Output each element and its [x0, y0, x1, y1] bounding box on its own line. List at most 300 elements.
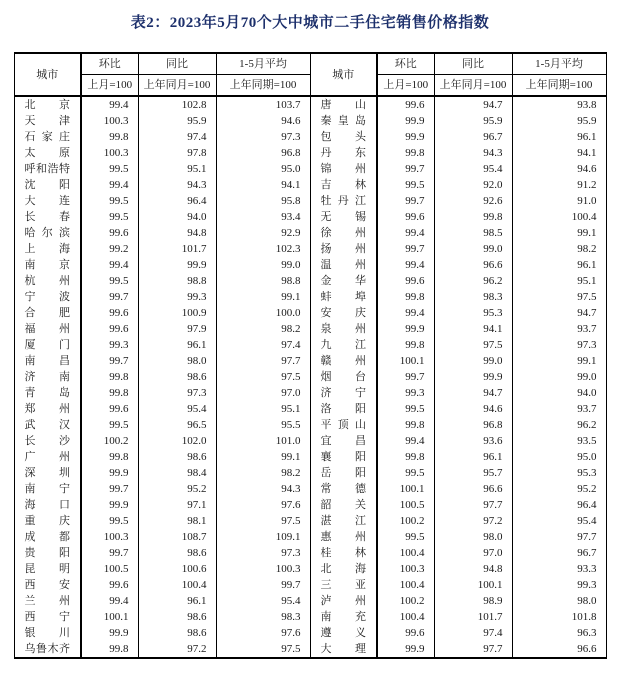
yoy-value-cell: 96.6 — [434, 481, 512, 497]
yoy-value-cell: 98.6 — [138, 545, 216, 561]
avg-value-cell: 99.1 — [512, 353, 606, 369]
city-name: 呼和浩特 — [24, 163, 70, 175]
mom-value-cell: 99.8 — [377, 417, 434, 433]
yoy-value-cell: 96.7 — [434, 129, 512, 145]
city-cell — [14, 641, 81, 658]
city-name: 无锡 — [320, 211, 366, 223]
city-cell — [310, 561, 377, 577]
header-mom-left: 环比 — [81, 53, 138, 75]
yoy-value-cell: 96.8 — [434, 417, 512, 433]
city-name: 广州 — [24, 451, 70, 463]
header-yoy-left: 同比 — [138, 53, 216, 75]
city-cell — [14, 113, 81, 129]
yoy-value-cell: 92.6 — [434, 193, 512, 209]
mom-value-cell: 100.2 — [377, 593, 434, 609]
mom-value-cell: 99.4 — [377, 257, 434, 273]
header-row-main — [14, 53, 606, 75]
city-name: 太原 — [24, 147, 70, 159]
city-cell — [310, 497, 377, 513]
city-name: 安庆 — [320, 307, 366, 319]
yoy-value-cell: 96.1 — [138, 593, 216, 609]
subheader-mom-left: 上月=100 — [81, 75, 138, 97]
city-name: 昆明 — [24, 563, 70, 575]
mom-value-cell: 99.4 — [81, 177, 138, 193]
yoy-value-cell: 97.5 — [434, 337, 512, 353]
yoy-value-cell: 94.8 — [434, 561, 512, 577]
header-city-right: 城市 — [310, 53, 377, 96]
yoy-value-cell: 97.0 — [434, 545, 512, 561]
avg-value-cell: 94.1 — [512, 145, 606, 161]
yoy-value-cell: 97.9 — [138, 321, 216, 337]
table-row — [14, 513, 606, 529]
city-cell — [14, 96, 81, 113]
city-name: 银川 — [24, 627, 70, 639]
avg-value-cell: 95.0 — [216, 161, 310, 177]
table-row — [14, 305, 606, 321]
city-cell — [310, 529, 377, 545]
avg-value-cell: 95.1 — [216, 401, 310, 417]
city-cell — [14, 177, 81, 193]
yoy-value-cell: 98.4 — [138, 465, 216, 481]
yoy-value-cell: 95.3 — [434, 305, 512, 321]
avg-value-cell: 100.4 — [512, 209, 606, 225]
city-cell — [310, 129, 377, 145]
mom-value-cell: 99.6 — [377, 625, 434, 641]
city-name: 厦门 — [24, 339, 70, 351]
yoy-value-cell: 94.8 — [138, 225, 216, 241]
city-cell — [14, 161, 81, 177]
city-name: 九江 — [320, 339, 366, 351]
yoy-value-cell: 101.7 — [434, 609, 512, 625]
city-cell — [14, 401, 81, 417]
mom-value-cell: 99.8 — [81, 641, 138, 658]
city-cell — [14, 273, 81, 289]
avg-value-cell: 97.5 — [216, 513, 310, 529]
avg-value-cell: 97.6 — [216, 625, 310, 641]
subheader-yoy-right: 上年同月=100 — [434, 75, 512, 97]
city-name: 宁波 — [24, 291, 70, 303]
mom-value-cell: 99.7 — [81, 353, 138, 369]
mom-value-cell: 99.9 — [377, 321, 434, 337]
avg-value-cell: 101.0 — [216, 433, 310, 449]
avg-value-cell: 95.2 — [512, 481, 606, 497]
table-title: 表2：2023年5月70个大中城市二手住宅销售价格指数 — [130, 15, 490, 31]
city-cell — [14, 225, 81, 241]
avg-value-cell: 96.1 — [512, 257, 606, 273]
city-cell — [310, 289, 377, 305]
city-cell — [14, 305, 81, 321]
city-cell — [14, 417, 81, 433]
yoy-value-cell: 96.1 — [138, 337, 216, 353]
city-cell — [14, 129, 81, 145]
city-name: 贵阳 — [24, 547, 70, 559]
city-name: 吉林 — [320, 179, 366, 191]
table-row — [14, 321, 606, 337]
yoy-value-cell: 99.9 — [434, 369, 512, 385]
city-name: 天津 — [24, 115, 70, 127]
city-name: 常德 — [320, 483, 366, 495]
city-name: 丹东 — [320, 147, 366, 159]
header-mom-right: 环比 — [377, 53, 434, 75]
mom-value-cell: 99.6 — [81, 305, 138, 321]
avg-value-cell: 99.1 — [216, 449, 310, 465]
city-name: 唐山 — [320, 99, 366, 111]
city-cell — [310, 449, 377, 465]
table-row — [14, 481, 606, 497]
city-cell — [310, 177, 377, 193]
city-cell — [14, 321, 81, 337]
mom-value-cell: 99.9 — [377, 113, 434, 129]
table-row — [14, 465, 606, 481]
avg-value-cell: 95.4 — [512, 513, 606, 529]
avg-value-cell: 95.1 — [512, 273, 606, 289]
mom-value-cell: 99.4 — [81, 593, 138, 609]
table-body — [14, 96, 606, 658]
avg-value-cell: 91.2 — [512, 177, 606, 193]
mom-value-cell: 99.5 — [81, 513, 138, 529]
table-row — [14, 113, 606, 129]
avg-value-cell: 95.4 — [216, 593, 310, 609]
yoy-value-cell: 99.0 — [434, 353, 512, 369]
city-name: 韶关 — [320, 499, 366, 511]
mom-value-cell: 100.1 — [81, 609, 138, 625]
city-cell — [14, 481, 81, 497]
yoy-value-cell: 97.2 — [138, 641, 216, 658]
avg-value-cell: 95.3 — [512, 465, 606, 481]
yoy-value-cell: 98.9 — [434, 593, 512, 609]
yoy-value-cell: 94.7 — [434, 96, 512, 113]
city-cell — [310, 113, 377, 129]
avg-value-cell: 109.1 — [216, 529, 310, 545]
yoy-value-cell: 97.4 — [138, 129, 216, 145]
table-row — [14, 385, 606, 401]
city-cell — [310, 609, 377, 625]
mom-value-cell: 99.8 — [81, 369, 138, 385]
mom-value-cell: 99.7 — [81, 289, 138, 305]
city-name: 济南 — [24, 371, 70, 383]
city-cell — [310, 641, 377, 658]
mom-value-cell: 99.5 — [81, 417, 138, 433]
table-row — [14, 177, 606, 193]
city-name: 平顶山 — [320, 419, 366, 431]
city-name: 包头 — [320, 131, 366, 143]
yoy-value-cell: 99.8 — [434, 209, 512, 225]
yoy-value-cell: 96.6 — [434, 257, 512, 273]
avg-value-cell: 95.0 — [512, 449, 606, 465]
yoy-value-cell: 98.5 — [434, 225, 512, 241]
mom-value-cell: 99.5 — [81, 161, 138, 177]
yoy-value-cell: 96.5 — [138, 417, 216, 433]
avg-value-cell: 94.1 — [216, 177, 310, 193]
yoy-value-cell: 99.9 — [138, 257, 216, 273]
mom-value-cell: 100.5 — [81, 561, 138, 577]
city-cell — [14, 465, 81, 481]
avg-value-cell: 95.8 — [216, 193, 310, 209]
city-cell — [14, 449, 81, 465]
city-name: 郑州 — [24, 403, 70, 415]
avg-value-cell: 97.4 — [216, 337, 310, 353]
mom-value-cell: 99.5 — [81, 209, 138, 225]
city-cell — [310, 593, 377, 609]
city-cell — [310, 353, 377, 369]
avg-value-cell: 99.3 — [512, 577, 606, 593]
mom-value-cell: 99.9 — [81, 497, 138, 513]
mom-value-cell: 99.7 — [377, 193, 434, 209]
yoy-value-cell: 94.0 — [138, 209, 216, 225]
city-name: 洛阳 — [320, 403, 366, 415]
city-name: 大连 — [24, 195, 70, 207]
mom-value-cell: 99.3 — [377, 385, 434, 401]
mom-value-cell: 99.4 — [81, 257, 138, 273]
yoy-value-cell: 95.4 — [138, 401, 216, 417]
table-row — [14, 417, 606, 433]
avg-value-cell: 98.0 — [512, 593, 606, 609]
city-cell — [14, 193, 81, 209]
city-name: 青岛 — [24, 387, 70, 399]
mom-value-cell: 99.6 — [81, 321, 138, 337]
yoy-value-cell: 96.1 — [434, 449, 512, 465]
mom-value-cell: 99.9 — [377, 641, 434, 658]
yoy-value-cell: 92.0 — [434, 177, 512, 193]
yoy-value-cell: 101.7 — [138, 241, 216, 257]
city-name: 牡丹江 — [320, 195, 366, 207]
avg-value-cell: 101.8 — [512, 609, 606, 625]
city-name: 秦皇岛 — [320, 115, 366, 127]
city-cell — [310, 481, 377, 497]
yoy-value-cell: 95.9 — [434, 113, 512, 129]
table-row — [14, 209, 606, 225]
avg-value-cell: 91.0 — [512, 193, 606, 209]
yoy-value-cell: 98.6 — [138, 449, 216, 465]
avg-value-cell: 96.4 — [512, 497, 606, 513]
mom-value-cell: 100.3 — [377, 561, 434, 577]
yoy-value-cell: 100.1 — [434, 577, 512, 593]
city-cell — [310, 417, 377, 433]
city-name: 遵义 — [320, 627, 366, 639]
yoy-value-cell: 95.7 — [434, 465, 512, 481]
avg-value-cell: 100.0 — [216, 305, 310, 321]
mom-value-cell: 100.3 — [81, 145, 138, 161]
avg-value-cell: 92.9 — [216, 225, 310, 241]
city-cell — [14, 625, 81, 641]
mom-value-cell: 99.6 — [81, 225, 138, 241]
mom-value-cell: 99.8 — [377, 145, 434, 161]
mom-value-cell: 99.4 — [377, 225, 434, 241]
avg-value-cell: 98.8 — [216, 273, 310, 289]
city-cell — [310, 225, 377, 241]
city-name: 北海 — [320, 563, 366, 575]
city-cell — [14, 209, 81, 225]
avg-value-cell: 98.2 — [512, 241, 606, 257]
mom-value-cell: 99.7 — [81, 545, 138, 561]
city-cell — [14, 433, 81, 449]
yoy-value-cell: 108.7 — [138, 529, 216, 545]
avg-value-cell: 95.5 — [216, 417, 310, 433]
yoy-value-cell: 95.4 — [434, 161, 512, 177]
avg-value-cell: 96.7 — [512, 545, 606, 561]
city-cell — [310, 545, 377, 561]
city-cell — [310, 241, 377, 257]
table-row — [14, 273, 606, 289]
avg-value-cell: 103.7 — [216, 96, 310, 113]
mom-value-cell: 100.3 — [81, 529, 138, 545]
avg-value-cell: 100.3 — [216, 561, 310, 577]
avg-value-cell: 94.0 — [512, 385, 606, 401]
avg-value-cell: 97.5 — [216, 641, 310, 658]
table-row — [14, 193, 606, 209]
yoy-value-cell: 99.3 — [138, 289, 216, 305]
mom-value-cell: 99.8 — [377, 449, 434, 465]
city-cell — [310, 257, 377, 273]
avg-value-cell: 94.7 — [512, 305, 606, 321]
table-row — [14, 145, 606, 161]
city-cell — [310, 337, 377, 353]
yoy-value-cell: 94.3 — [434, 145, 512, 161]
city-cell — [14, 257, 81, 273]
city-name: 烟台 — [320, 371, 366, 383]
city-name: 哈尔滨 — [24, 227, 70, 239]
city-name: 惠州 — [320, 531, 366, 543]
city-cell — [310, 161, 377, 177]
mom-value-cell: 99.5 — [377, 529, 434, 545]
city-cell — [14, 545, 81, 561]
table-row — [14, 449, 606, 465]
avg-value-cell: 97.3 — [512, 337, 606, 353]
table-row — [14, 433, 606, 449]
header-city-left: 城市 — [14, 53, 81, 96]
table-row — [14, 545, 606, 561]
city-name: 长春 — [24, 211, 70, 223]
city-name: 深圳 — [24, 467, 70, 479]
city-cell — [310, 625, 377, 641]
city-cell — [14, 369, 81, 385]
table-row — [14, 225, 606, 241]
subheader-avg-right: 上年同期=100 — [512, 75, 606, 97]
avg-value-cell: 93.3 — [512, 561, 606, 577]
mom-value-cell: 99.9 — [81, 625, 138, 641]
city-name: 温州 — [320, 259, 366, 271]
mom-value-cell: 99.8 — [377, 337, 434, 353]
mom-value-cell: 99.6 — [377, 209, 434, 225]
mom-value-cell: 99.8 — [377, 289, 434, 305]
table-row — [14, 96, 606, 113]
city-name: 西宁 — [24, 611, 70, 623]
city-cell — [310, 369, 377, 385]
yoy-value-cell: 98.8 — [138, 273, 216, 289]
table-row — [14, 289, 606, 305]
mom-value-cell: 99.4 — [377, 305, 434, 321]
avg-value-cell: 97.3 — [216, 545, 310, 561]
city-name: 锦州 — [320, 163, 366, 175]
mom-value-cell: 99.7 — [377, 241, 434, 257]
mom-value-cell: 99.6 — [377, 273, 434, 289]
city-cell — [310, 305, 377, 321]
mom-value-cell: 99.8 — [81, 449, 138, 465]
city-cell — [14, 145, 81, 161]
city-cell — [310, 401, 377, 417]
mom-value-cell: 100.1 — [377, 353, 434, 369]
yoy-value-cell: 94.6 — [434, 401, 512, 417]
yoy-value-cell: 98.1 — [138, 513, 216, 529]
avg-value-cell: 96.8 — [216, 145, 310, 161]
yoy-value-cell: 93.6 — [434, 433, 512, 449]
city-name: 金华 — [320, 275, 366, 287]
yoy-value-cell: 98.3 — [434, 289, 512, 305]
avg-value-cell: 97.3 — [216, 129, 310, 145]
yoy-value-cell: 98.6 — [138, 609, 216, 625]
city-name: 济宁 — [320, 387, 366, 399]
avg-value-cell: 94.3 — [216, 481, 310, 497]
table-row — [14, 625, 606, 641]
avg-value-cell: 98.3 — [216, 609, 310, 625]
city-name: 福州 — [24, 323, 70, 335]
avg-value-cell: 94.6 — [216, 113, 310, 129]
yoy-value-cell: 102.8 — [138, 96, 216, 113]
yoy-value-cell: 94.7 — [434, 385, 512, 401]
mom-value-cell: 99.9 — [81, 465, 138, 481]
table-row — [14, 529, 606, 545]
yoy-value-cell: 97.4 — [434, 625, 512, 641]
table-row — [14, 241, 606, 257]
yoy-value-cell: 102.0 — [138, 433, 216, 449]
yoy-value-cell: 97.2 — [434, 513, 512, 529]
city-cell — [310, 577, 377, 593]
city-cell — [14, 337, 81, 353]
yoy-value-cell: 98.0 — [138, 353, 216, 369]
city-name: 海口 — [24, 499, 70, 511]
city-cell — [310, 465, 377, 481]
city-cell — [14, 593, 81, 609]
avg-value-cell: 99.1 — [512, 225, 606, 241]
city-name: 南京 — [24, 259, 70, 271]
avg-value-cell: 99.0 — [512, 369, 606, 385]
city-cell — [310, 209, 377, 225]
city-cell — [310, 513, 377, 529]
yoy-value-cell: 98.0 — [434, 529, 512, 545]
mom-value-cell: 99.8 — [81, 129, 138, 145]
yoy-value-cell: 95.1 — [138, 161, 216, 177]
mom-value-cell: 99.8 — [81, 385, 138, 401]
table-row — [14, 401, 606, 417]
city-name: 长沙 — [24, 435, 70, 447]
table-row — [14, 369, 606, 385]
yoy-value-cell: 96.2 — [434, 273, 512, 289]
city-name: 沈阳 — [24, 179, 70, 191]
mom-value-cell: 100.4 — [377, 545, 434, 561]
city-cell — [14, 497, 81, 513]
mom-value-cell: 99.7 — [377, 161, 434, 177]
mom-value-cell: 99.4 — [377, 433, 434, 449]
table-row — [14, 161, 606, 177]
city-cell — [14, 289, 81, 305]
yoy-value-cell: 96.4 — [138, 193, 216, 209]
mom-value-cell: 100.5 — [377, 497, 434, 513]
avg-value-cell: 98.2 — [216, 465, 310, 481]
avg-value-cell: 97.5 — [216, 369, 310, 385]
mom-value-cell: 99.5 — [81, 273, 138, 289]
avg-value-cell: 97.7 — [512, 529, 606, 545]
city-cell — [14, 353, 81, 369]
city-cell — [14, 385, 81, 401]
yoy-value-cell: 97.3 — [138, 385, 216, 401]
city-name: 湛江 — [320, 515, 366, 527]
table-row — [14, 641, 606, 658]
city-name: 乌鲁木齐 — [24, 643, 70, 655]
avg-value-cell: 102.3 — [216, 241, 310, 257]
city-name: 重庆 — [24, 515, 70, 527]
city-cell — [310, 321, 377, 337]
table-row — [14, 609, 606, 625]
